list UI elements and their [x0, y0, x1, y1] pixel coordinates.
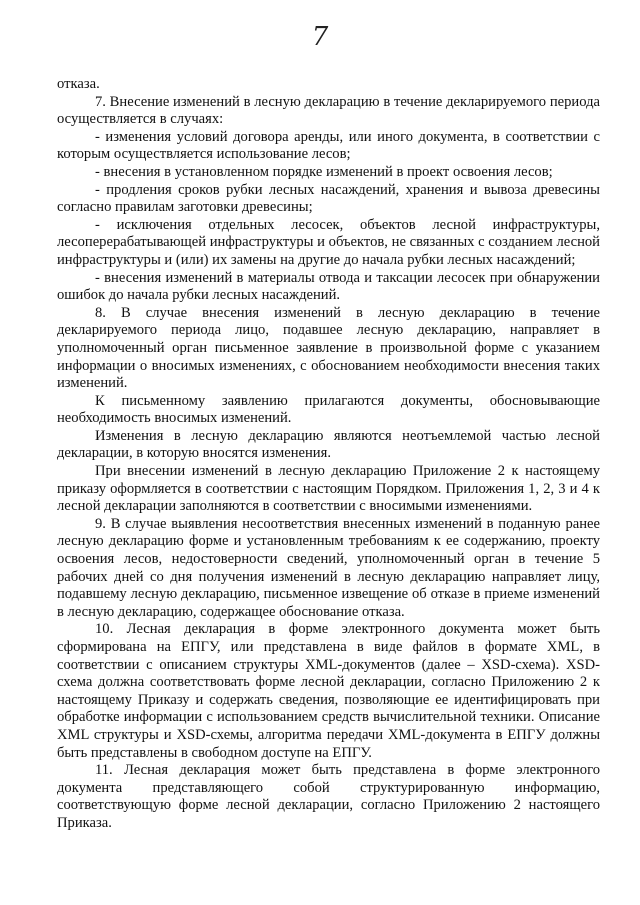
- paragraph: 7. Внесение изменений в лесную декларацию в течение декларируемого периода осуществляется в случаях:: [57, 93, 600, 128]
- document-body: [57, 76, 600, 833]
- list-item: - исключения отдельных лесосек, объектов лесной инфраструктуры, лесоперерабатывающей инфраструктуры и объектов, не связанных с созданием лесной инфраструктуры и (или) их замены на другие до начала рубки лесных насаждений;: [57, 216, 600, 268]
- paragraph: К письменному заявлению прилагаются документы, обосновывающие необходимость вносимых изменений.: [57, 392, 600, 427]
- paragraph: 8. В случае внесения изменений в лесную декларацию в течение декларируемого периода лицо, подавшее лесную декларацию, направляет в уполномоченный орган письменное заявление в произвольной форме с указанием информации о вносимых изменениях, с обоснованием необходимости внесения таких изменений.: [57, 304, 600, 392]
- list-item: - изменения условий договора аренды, или иного документа, в соответствии с которым осуществляется использование лесов;: [57, 128, 600, 163]
- page-number: 7: [311, 22, 329, 52]
- paragraph: При внесении изменений в лесную декларацию Приложение 2 к настоящему приказу оформляется в соответствии с настоящим Порядком. Приложения 1, 2, 3 и 4 к лесной декларации заполняются в соответствии с вносимыми изменениями.: [57, 463, 600, 515]
- paragraph: 10. Лесная декларация в форме электронного документа может быть сформирована на ЕПГУ, или представлена в виде файлов в формате XML, в соответствии с описанием структуры XML-документов (далее – XSD-схема). XSD-схема должна соответствовать форме лесной декларации, согласно Приложению 2 к настоящему Приказу и содержать сведения, позволяющие ее идентифицировать при обработке информации с использованием средств вычислительной техники. Описание XML структуры и XSD-схемы, алгоритма передачи XML-документа в ЕПГУ должны быть представлены в свободном доступе на ЕПГУ.: [57, 621, 600, 761]
- list-item: - продления сроков рубки лесных насаждений, хранения и вывоза древесины согласно правилам заготовки древесины;: [57, 181, 600, 216]
- list-item: - внесения изменений в материалы отвода и таксации лесосек при обнаружении ошибок до начала рубки лесных насаждений.: [57, 269, 600, 304]
- paragraph: Изменения в лесную декларацию являются неотъемлемой частью лесной декларации, в которую вносятся изменения.: [57, 427, 600, 462]
- paragraph: 9. В случае выявления несоответствия внесенных изменений в поданную ранее лесную декларацию форме и установленным требованиям к ее содержанию, проекту освоения лесов, недостоверности сведений, уполномоченный орган в течение 5 рабочих дней со дня получения изменений в лесную декларацию направляет лицу, подавшему лесную декларацию, письменное извещение об отказе в приеме изменений в лесную декларацию, содержащее обоснование отказа.: [57, 515, 600, 620]
- paragraph: отказа.: [57, 76, 100, 92]
- list-item: - внесения в установленном порядке изменений в проект освоения лесов;: [95, 163, 553, 180]
- paragraph: 11. Лесная декларация может быть представлена в форме электронного документа представляющего собой структурированную информацию, соответствующую форме лесной декларации, согласно Приложению 2 настоящего Приказа.: [57, 762, 600, 831]
